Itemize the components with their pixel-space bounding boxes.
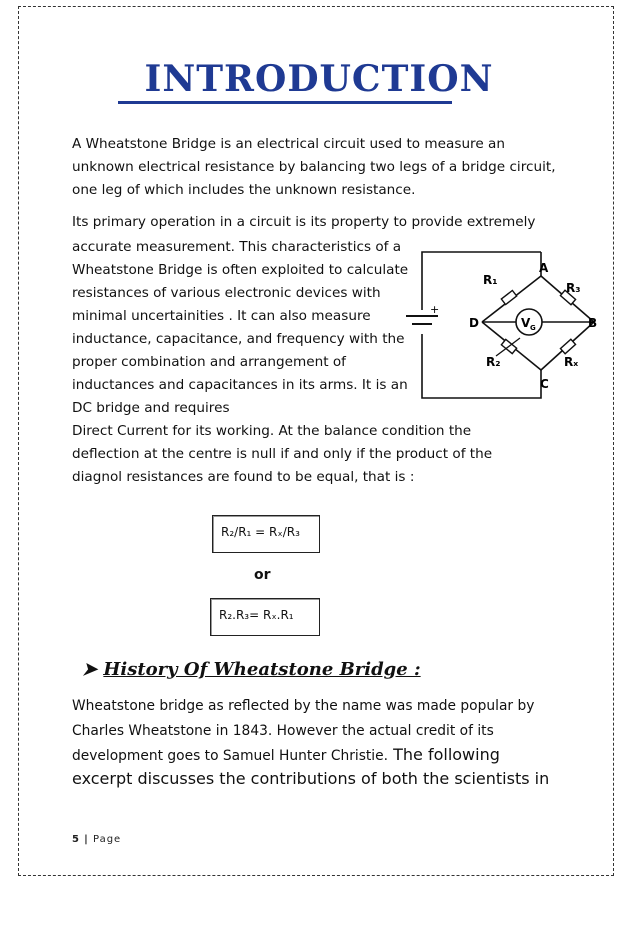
history-paragraph	[72, 694, 562, 769]
history-heading-text: History Of Wheatstone Bridge :	[103, 659, 421, 680]
page-label: Page	[93, 834, 122, 845]
or-label: or	[254, 567, 271, 583]
node-d-label: D	[469, 316, 479, 330]
rx-label: Rₓ	[564, 355, 579, 369]
resistor-rx	[560, 339, 575, 354]
bullet-arrow-icon: ➤	[82, 659, 98, 680]
page-number: 5	[72, 834, 80, 845]
page-footer	[72, 834, 121, 845]
history-text-large-inline: The following	[388, 745, 500, 764]
history-heading	[82, 659, 421, 680]
history-text-small: Wheatstone bridge as reflected by the name was made popular by Charles Wheatstone in 1843. However the actual credit of its development goes to Samuel Hunter Christie.	[72, 698, 535, 764]
operation-paragraph-wrap: accurate measurement. This characteristics of a Wheatstone Bridge is often exploited to calculate resistances of various electronic devices with minimal uncertainities . It can also measure inductance, capacitance, and frequency with the proper combination and arrangement of inductances and capacitances in its arms. It is an DC bridge and requires	[72, 239, 409, 416]
formula-ratio-box: R₂/R₁ = Rₓ/R₃	[212, 515, 320, 553]
title-underline	[118, 101, 452, 104]
node-c-label: C	[540, 377, 549, 391]
galvanometer-sub: G	[530, 324, 536, 332]
operation-paragraph-line1: Its primary operation in a circuit is its property to provide extremely	[72, 214, 536, 230]
resistor-r1	[501, 290, 516, 304]
intro-paragraph: A Wheatstone Bridge is an electrical circuit used to measure an unknown electrical resistance by balancing two legs of a bridge circuit, one leg of which includes the unknown resistance.	[72, 136, 556, 198]
battery-plus-label: +	[430, 303, 440, 316]
formula-product-box: R₂.R₃= Rₓ.R₁	[210, 598, 320, 636]
wheatstone-bridge-diagram	[398, 242, 604, 404]
r1-label: R₁	[483, 273, 498, 287]
r2-label: R₂	[486, 355, 501, 369]
page-title: INTRODUCTION	[144, 58, 494, 100]
page-separator: |	[84, 834, 89, 845]
node-a-label: A	[539, 261, 549, 275]
galvanometer-label: V	[521, 316, 531, 330]
node-b-label: B	[588, 316, 598, 330]
operation-paragraph-tail: Direct Current for its working. At the balance condition the deflection at the centre is null if and only if the product of the diagnol resistances are found to be equal, that is :	[72, 423, 493, 485]
r3-label: R₃	[566, 281, 581, 295]
circuit-wire-bottom	[422, 334, 541, 398]
circuit-wire-top	[422, 252, 541, 310]
history-text-large: excerpt discusses the contributions of both the scientists in	[72, 769, 550, 788]
